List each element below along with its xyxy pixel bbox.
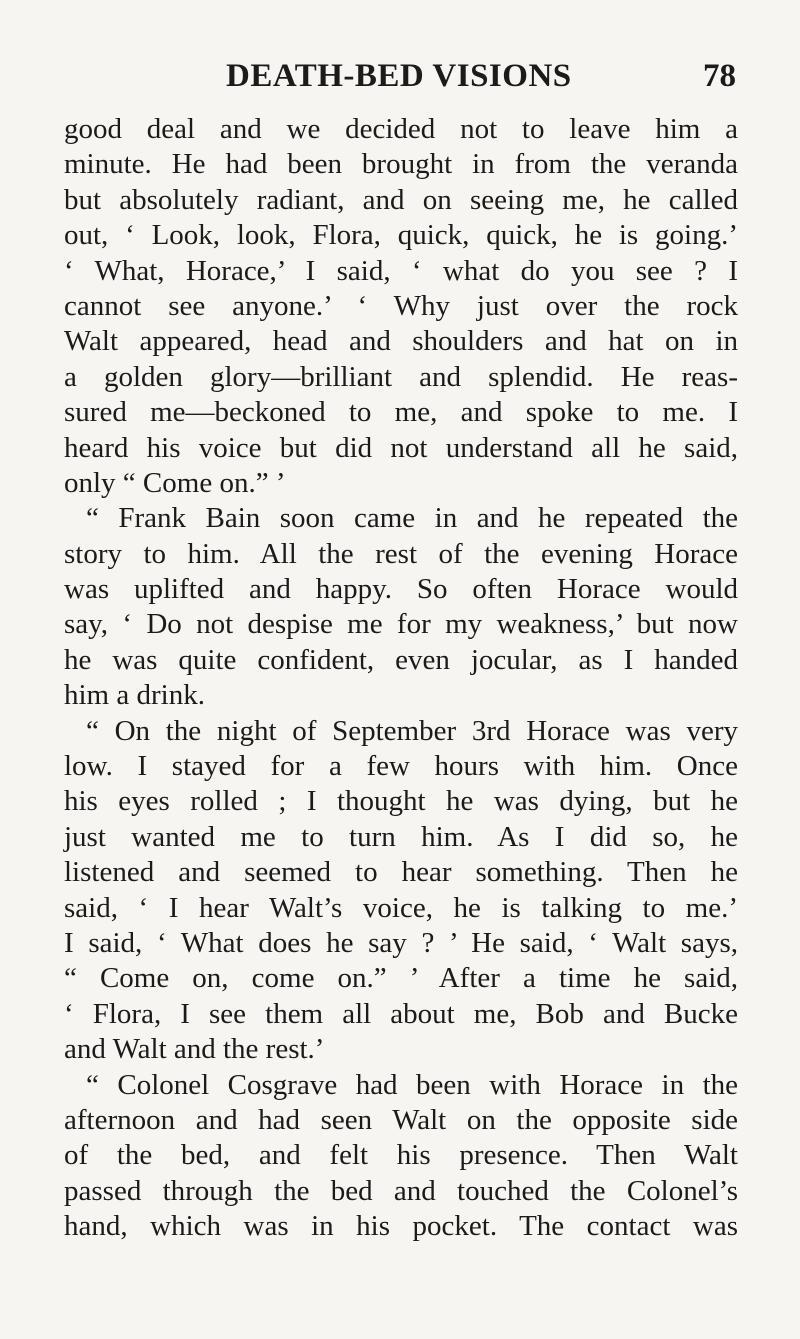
text-line: of the bed, and felt his presence. Then Walt: [64, 1139, 738, 1172]
text-line: hand, which was in his pocket. The contact was: [64, 1210, 738, 1243]
text-line: he was quite confident, even jocular, as I handed: [64, 643, 738, 676]
page-number: 78: [703, 58, 736, 94]
text-line: ‘ Flora, I see them all about me, Bob and Bucke: [64, 997, 738, 1030]
text-line: said, ‘ I hear Walt’s voice, he is talking to me.’: [64, 891, 738, 924]
text-line: him a drink.: [64, 679, 205, 712]
text-line: sured me—beckoned to me, and spoke to me. I: [64, 396, 738, 429]
text-line: but absolutely radiant, and on seeing me, he called: [64, 183, 738, 216]
text-line: ‘ What, Horace,’ I said, ‘ what do you see ? I: [64, 254, 738, 287]
text-line: was uplifted and happy. So often Horace would: [64, 573, 738, 606]
text-line: and Walt and the rest.’: [64, 1033, 325, 1066]
text-line: listened and seemed to hear something. Then he: [64, 856, 738, 889]
text-line: just wanted me to turn him. As I did so, he: [64, 820, 738, 853]
text-line: I said, ‘ What does he say ? ’ He said, ‘ Walt says,: [64, 926, 738, 959]
text-line: a golden glory—brilliant and splendid. He reas-: [64, 360, 738, 393]
text-line: good deal and we decided not to leave him a: [64, 113, 738, 145]
text-line: say, ‘ Do not despise me for my weakness,’ but now: [64, 608, 738, 641]
text-line: only “ Come on.” ’: [64, 466, 286, 499]
text-line: out, ‘ Look, look, Flora, quick, quick, he is going.’: [64, 219, 738, 252]
running-title: DEATH-BED VISIONS: [226, 58, 572, 94]
text-line: his eyes rolled ; I thought he was dying, but he: [64, 785, 738, 818]
body-text: [64, 112, 738, 1245]
text-line: “ Frank Bain soon came in and he repeated the: [86, 502, 738, 535]
text-line: story to him. All the rest of the evening Horace: [64, 537, 738, 570]
text-line: “ Come on, come on.” ’ After a time he said,: [64, 962, 738, 995]
text-line: Walt appeared, head and shoulders and hat on in: [64, 325, 738, 358]
text-line: low. I stayed for a few hours with him. Once: [64, 750, 738, 783]
text-line: “ On the night of September 3rd Horace was very: [86, 714, 738, 747]
text-line: cannot see anyone.’ ‘ Why just over the rock: [64, 289, 738, 322]
text-line: afternoon and had seen Walt on the opposite side: [64, 1103, 738, 1136]
running-header: [0, 58, 800, 102]
text-line: “ Colonel Cosgrave had been with Horace in the: [86, 1068, 738, 1101]
text-line: heard his voice but did not understand all he said,: [64, 431, 738, 464]
text-line: passed through the bed and touched the Colonel’s: [64, 1174, 738, 1207]
text-line: minute. He had been brought in from the veranda: [64, 148, 738, 181]
